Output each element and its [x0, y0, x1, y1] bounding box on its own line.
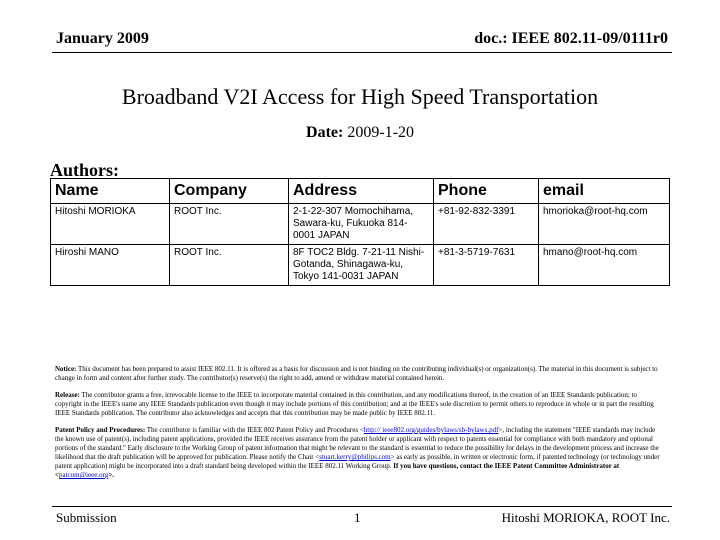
- cell-name: Hiroshi MANO: [51, 245, 170, 286]
- col-header-phone: Phone: [434, 179, 539, 204]
- cell-email: hmorioka@root-hq.com: [539, 204, 670, 245]
- patent-text-2: >, including the statement "IEEE standards may include the known use of patent(s), including patent applications, provided the IEEE receives assurance from the patent holder or applicant with respect to patents essential for compliance with both mandatory and optional portions of the standard." Early disclosure to the Working Group of patent information that might be relevant to the standard is essential to reduce the possibility for delays in the development process and increase the likelihood that the draft publication will be approved for publication. Please notify the Chair <: [55, 426, 659, 461]
- date-value: 2009-1-20: [347, 124, 414, 141]
- release-text: The contributor grants a free, irrevocable license to the IEEE to incorporate material contained in this contribution, and any modifications thereof, in the creation of an IEEE Standards publication; to copyright in the IEEE's name any IEEE Standards publication even though it may include portions of this contribution; and at the IEEE's sole discretion to permit others to reproduce in whole or in part the resulting IEEE Standards publication. The contributor also acknowledges and accepts that this contribution may be made public by IEEE 802.11.: [55, 391, 654, 417]
- cell-address: 8F TOC2 Bldg. 7-21-11 Nishi-Gotanda, Shinagawa-ku, Tokyo 141-0031 JAPAN: [289, 245, 434, 286]
- authors-table: [50, 178, 670, 286]
- footer-author: Hitoshi MORIOKA, ROOT Inc.: [501, 510, 670, 525]
- cell-company: ROOT Inc.: [170, 204, 289, 245]
- col-header-company: Company: [170, 179, 289, 204]
- cell-company: ROOT Inc.: [170, 245, 289, 286]
- date-label: Date:: [306, 124, 344, 141]
- questions-text: If you have questions, contact the IEEE Patent Committee Administrator at <: [55, 462, 620, 479]
- cell-phone: +81-92-832-3391: [434, 204, 539, 245]
- header-divider: [52, 52, 672, 53]
- ieee-notice-block: [55, 365, 665, 488]
- col-header-address: Address: [289, 179, 434, 204]
- cell-phone: +81-3-5719-7631: [434, 245, 539, 286]
- questions-end: >.: [108, 471, 115, 479]
- chair-email-link[interactable]: stuart.kerry@philips.com: [319, 453, 391, 461]
- header-doc-id: doc.: IEEE 802.11-09/0111r0: [474, 30, 668, 47]
- patent-policy-link[interactable]: http:// ieee802.org/guides/bylaws/sb-bylaws.pdf: [363, 426, 499, 434]
- release-label: Release:: [55, 391, 80, 399]
- admin-email-link[interactable]: patcom@ieee.org: [59, 471, 109, 479]
- table-header-row: [51, 179, 670, 204]
- notice-paragraph: [55, 365, 665, 383]
- col-header-email: email: [539, 179, 670, 204]
- release-paragraph: [55, 391, 665, 418]
- patent-text-1: The contributor is familiar with the IEEE 802 Patent Policy and Procedures <: [146, 426, 364, 434]
- footer-page-number: 1: [354, 510, 361, 525]
- notice-text: This document has been prepared to assist IEEE 802.11. It is offered as a basis for discussion and is not binding on the contributing individual(s) or organization(s). The material in this document is subject to change in form and content after further study. The contributor(s) reserve(s) the right to add, amend or withdraw material contained herein.: [55, 365, 658, 382]
- date-line: [0, 124, 720, 142]
- footer-submission: Submission: [56, 510, 117, 525]
- col-header-name: Name: [51, 179, 170, 204]
- slide-title: Broadband V2I Access for High Speed Transportation: [121, 84, 599, 109]
- cell-email: hmano@root-hq.com: [539, 245, 670, 286]
- authors-heading: Authors:: [50, 160, 120, 180]
- notice-label: Notice:: [55, 365, 77, 373]
- cell-name: Hitoshi MORIOKA: [51, 204, 170, 245]
- patent-label: Patent Policy and Procedures:: [55, 426, 146, 434]
- footer-divider: [52, 506, 672, 507]
- header-date: January 2009: [56, 30, 149, 47]
- patent-text-3: > as early as possible, in written or electronic form, if patented technology (or technology under patent application) might be incorporated into a draft standard being developed within the IEEE 802.11 Working Group.: [55, 453, 660, 470]
- patent-paragraph: [55, 426, 665, 480]
- table-row: [51, 204, 670, 245]
- cell-address: 2-1-22-307 Momochihama, Sawara-ku, Fukuoka 814-0001 JAPAN: [289, 204, 434, 245]
- table-row: [51, 245, 670, 286]
